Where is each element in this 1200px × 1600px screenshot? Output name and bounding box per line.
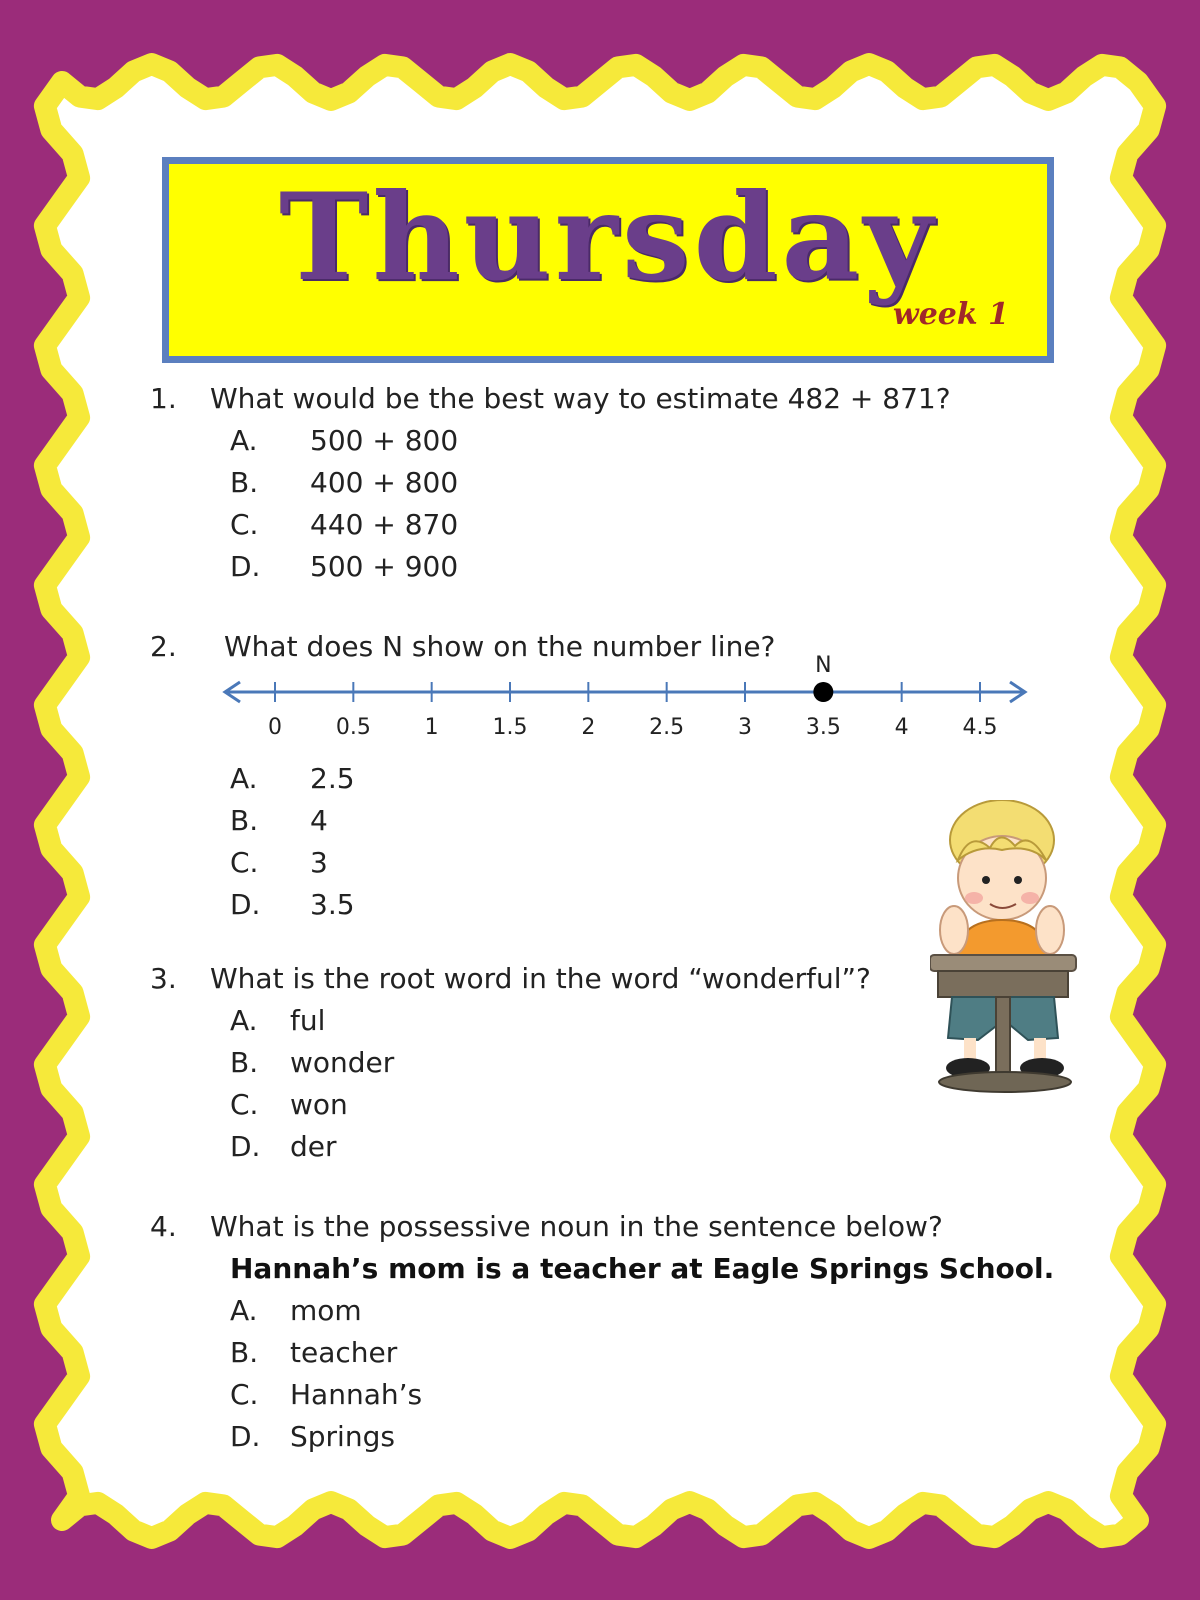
option-letter: B.: [230, 1336, 259, 1369]
option-letter: B.: [230, 466, 259, 499]
number-line-tick-label: 2: [581, 715, 596, 740]
option-text: mom: [290, 1294, 362, 1327]
option-text: Hannah’s: [290, 1378, 423, 1411]
number-line: [220, 650, 1040, 750]
chair-base: [939, 1072, 1071, 1092]
boy-at-desk-illustration: [930, 800, 1080, 1100]
option-text: 400 + 800: [310, 466, 459, 499]
number-line-tick-label: 2.5: [649, 715, 685, 740]
number-line-tick-label: 0.5: [335, 715, 371, 740]
right-cheek: [1021, 892, 1039, 904]
option-text: wonder: [290, 1046, 395, 1079]
number-line-point-label: N: [815, 653, 832, 678]
option-text: 3: [310, 846, 328, 879]
number-line-tick-label: 1: [424, 715, 439, 740]
option-letter: D.: [230, 550, 261, 583]
option-letter: A.: [230, 762, 258, 795]
number-line-tick-label: 3.5: [805, 715, 841, 740]
option-text: teacher: [290, 1336, 398, 1369]
header-banner: [162, 157, 1054, 363]
number-line-tick-label: 0: [268, 715, 282, 740]
left-hand: [940, 906, 968, 954]
option-text: ful: [290, 1004, 326, 1037]
example-sentence: Hannah’s mom is a teacher at Eagle Springs School.: [230, 1252, 1055, 1285]
option-text: 2.5: [310, 762, 355, 795]
option-text: 500 + 900: [310, 550, 459, 583]
desk-leg: [996, 997, 1010, 1077]
desk-top: [930, 955, 1076, 971]
number-line-point: [813, 682, 833, 702]
option-letter: C.: [230, 508, 259, 541]
number-line-tick-label: 4.5: [962, 715, 998, 740]
question-text: What would be the best way to estimate 482 + 871?: [210, 382, 951, 415]
left-eye: [982, 876, 990, 884]
number-line-tick-label: 3: [738, 715, 752, 740]
option-letter: D.: [230, 1420, 261, 1453]
option-letter: D.: [230, 888, 261, 921]
right-hand: [1036, 906, 1064, 954]
page-title: Thursday: [279, 167, 937, 308]
option-letter: A.: [230, 424, 258, 457]
question-number: 1.: [150, 382, 177, 415]
option-letter: C.: [230, 1378, 259, 1411]
number-line-tick-label: 4: [894, 715, 909, 740]
option-text: 3.5: [310, 888, 355, 921]
option-text: 4: [310, 804, 328, 837]
question-text: What does N show on the number line?: [224, 630, 776, 663]
question-text: What is the root word in the word “wonderful”?: [210, 962, 871, 995]
option-letter: C.: [230, 1088, 259, 1121]
option-text: 440 + 870: [310, 508, 459, 541]
option-letter: C.: [230, 846, 259, 879]
option-text: won: [290, 1088, 348, 1121]
week-label: week 1: [892, 297, 1009, 332]
option-text: Springs: [290, 1420, 395, 1453]
question-text: What is the possessive noun in the sentence below?: [210, 1210, 943, 1243]
question-number: 4.: [150, 1210, 177, 1243]
right-eye: [1014, 876, 1022, 884]
option-letter: D.: [230, 1130, 261, 1163]
desk-front: [938, 971, 1068, 997]
option-letter: A.: [230, 1294, 258, 1327]
number-line-tick-label: 1.5: [492, 715, 528, 740]
option-letter: B.: [230, 1046, 259, 1079]
option-text: 500 + 800: [310, 424, 459, 457]
option-text: der: [290, 1130, 337, 1163]
question-number: 2.: [150, 630, 177, 663]
option-letter: A.: [230, 1004, 258, 1037]
left-cheek: [965, 892, 983, 904]
option-letter: B.: [230, 804, 259, 837]
question-number: 3.: [150, 962, 177, 995]
